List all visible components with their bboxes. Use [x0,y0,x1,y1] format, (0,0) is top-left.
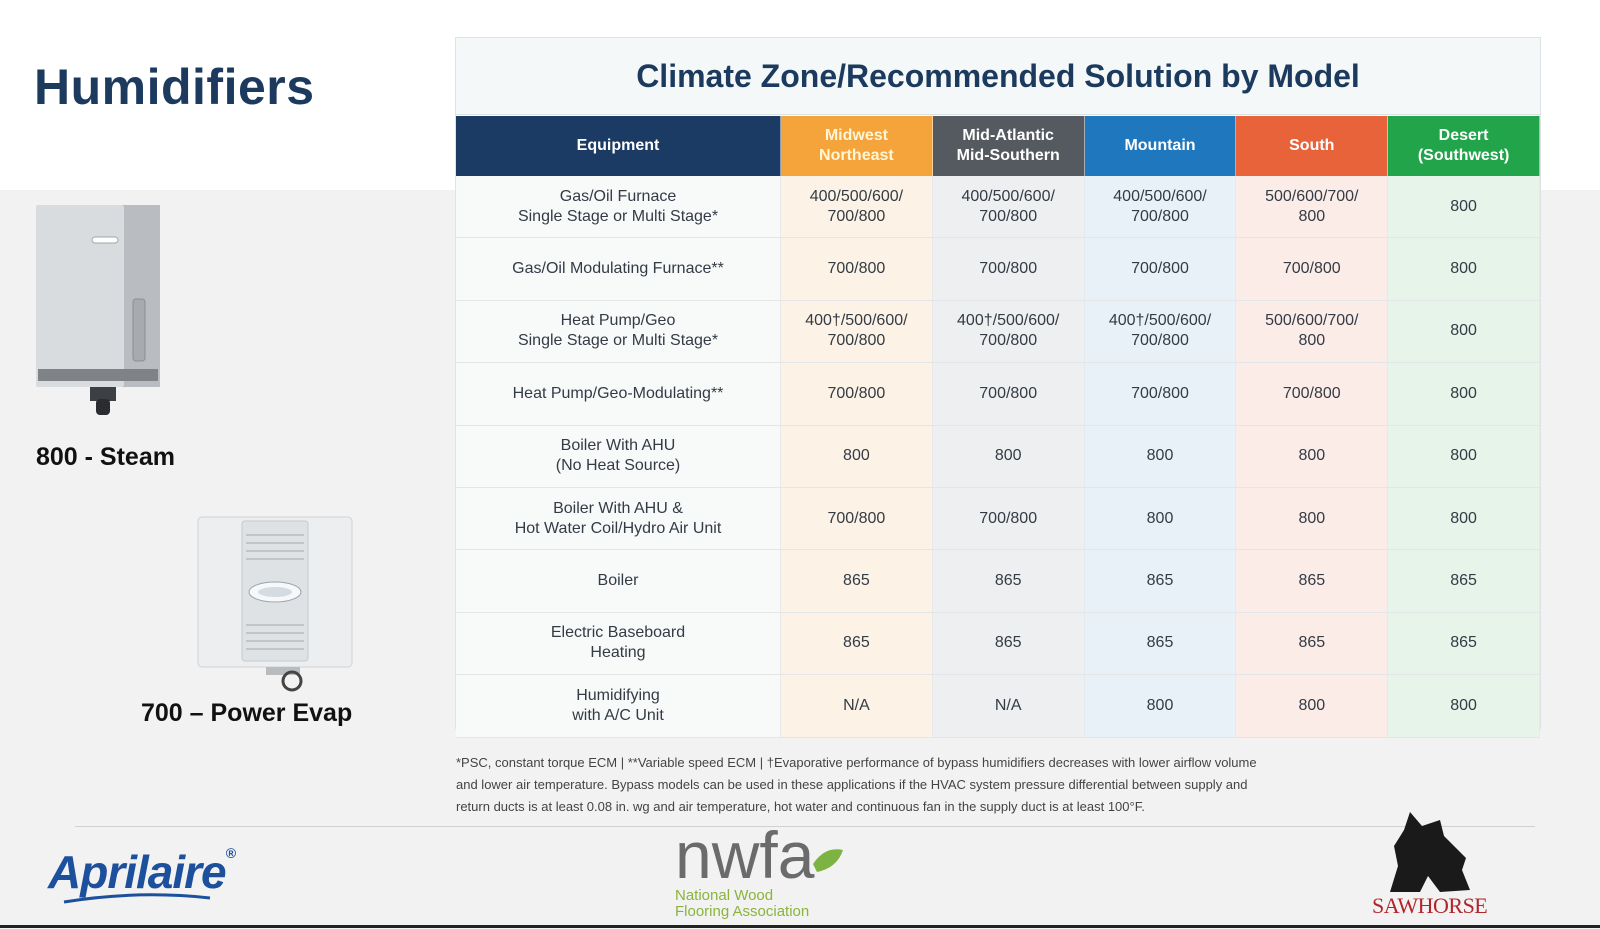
model-cell: 800 [1388,363,1540,424]
product-label-steam: 800 - Steam [36,443,175,471]
model-cell: 865 [1236,550,1388,611]
product-label-power-evap: 700 – Power Evap [141,699,353,727]
equipment-cell: Electric Baseboard Heating [456,613,781,674]
equipment-cell: Heat Pump/Geo Single Stage or Multi Stage* [456,301,781,362]
slide-title: Humidifiers [34,59,315,115]
recommendation-table [455,37,1541,729]
table-row [456,613,1540,675]
equipment-cell: Humidifying with A/C Unit [456,675,781,736]
table-header-row [456,116,1540,176]
aprilaire-logo-text: Aprilaire [48,846,226,898]
nwfa-logo [675,820,855,920]
model-cell: 800 [1388,176,1540,237]
model-cell: 500/600/700/ 800 [1236,176,1388,237]
model-cell: 700/800 [781,238,933,299]
table-row [456,363,1540,425]
model-cell: 700/800 [933,363,1085,424]
model-cell: 800 [1388,301,1540,362]
footnote: *PSC, constant torque ECM | **Variable speed ECM | †Evaporative performance of bypass humidifiers decreases with lower airflow volume and lower air temperature. Bypass models can be used in these applications if the HVAC system pressure differential between supply and return ducts is at least 0.08 in. wg and air temperature, hot water and continuous fan in the supply duct is at least 100°F. [456,755,1257,814]
model-cell: N/A [933,675,1085,736]
model-cell: 800 [1388,238,1540,299]
sawhorse-logo-text: SAWHORSE [1372,893,1488,918]
model-cell: 500/600/700/ 800 [1236,301,1388,362]
aprilaire-swoosh [62,892,212,904]
column-header: Equipment [456,116,781,176]
equipment-cell: Boiler [456,550,781,611]
table-row [456,550,1540,612]
model-cell: 700/800 [933,238,1085,299]
equipment-cell: Boiler With AHU (No Heat Source) [456,426,781,487]
model-cell: 865 [933,613,1085,674]
table-row [456,176,1540,238]
model-cell: 865 [781,550,933,611]
model-cell: 700/800 [933,488,1085,549]
table-row [456,488,1540,550]
column-header: Mountain [1085,116,1237,176]
model-cell: 800 [1085,426,1237,487]
model-cell: 865 [1236,613,1388,674]
table-grid [456,116,1540,738]
model-cell: 800 [933,426,1085,487]
model-cell: 800 [1236,426,1388,487]
aprilaire-registered-mark: ® [225,845,235,861]
model-cell: 800 [1388,426,1540,487]
model-cell: 800 [1085,488,1237,549]
steam-humidifier-image [34,203,164,428]
model-cell: N/A [781,675,933,736]
model-cell: 700/800 [1085,363,1237,424]
model-cell: 800 [1388,488,1540,549]
model-cell: 400/500/600/ 700/800 [933,176,1085,237]
aprilaire-logo [48,845,235,899]
model-cell: 865 [1388,550,1540,611]
table-row [456,675,1540,737]
model-cell: 800 [1236,675,1388,736]
model-cell: 865 [933,550,1085,611]
column-header: Midwest Northeast [781,116,933,176]
equipment-cell: Gas/Oil Furnace Single Stage or Multi Stage* [456,176,781,237]
model-cell: 400†/500/600/ 700/800 [933,301,1085,362]
model-cell: 865 [1085,613,1237,674]
leaf-icon [813,849,843,872]
table-row [456,238,1540,300]
table-title: Climate Zone/Recommended Solution by Model [456,38,1540,115]
column-header: Mid-Atlantic Mid-Southern [933,116,1085,176]
model-cell: 700/800 [1236,363,1388,424]
model-cell: 800 [1388,675,1540,736]
model-cell: 400†/500/600/ 700/800 [1085,301,1237,362]
model-cell: 800 [1085,675,1237,736]
equipment-cell: Gas/Oil Modulating Furnace** [456,238,781,299]
model-cell: 865 [1085,550,1237,611]
model-cell: 700/800 [781,363,933,424]
model-cell: 400/500/600/ 700/800 [1085,176,1237,237]
model-cell: 865 [1388,613,1540,674]
equipment-cell: Boiler With AHU & Hot Water Coil/Hydro Air Unit [456,488,781,549]
equipment-cell: Heat Pump/Geo-Modulating** [456,363,781,424]
model-cell: 700/800 [781,488,933,549]
model-cell: 400†/500/600/ 700/800 [781,301,933,362]
model-cell: 865 [781,613,933,674]
model-cell: 700/800 [1236,238,1388,299]
nwfa-subtitle-2: Flooring Association [675,903,810,920]
model-cell: 700/800 [1085,238,1237,299]
column-header: South [1236,116,1388,176]
table-body [456,176,1540,738]
nwfa-logo-text: nwfa [675,820,815,892]
model-cell: 400/500/600/ 700/800 [781,176,933,237]
model-cell: 800 [781,426,933,487]
nwfa-subtitle-1: National Wood [675,887,774,904]
bottom-border [0,925,1600,928]
table-row [456,426,1540,488]
power-evap-humidifier-image [196,515,354,697]
column-header: Desert (Southwest) [1388,116,1540,176]
model-cell: 800 [1236,488,1388,549]
table-row [456,301,1540,363]
